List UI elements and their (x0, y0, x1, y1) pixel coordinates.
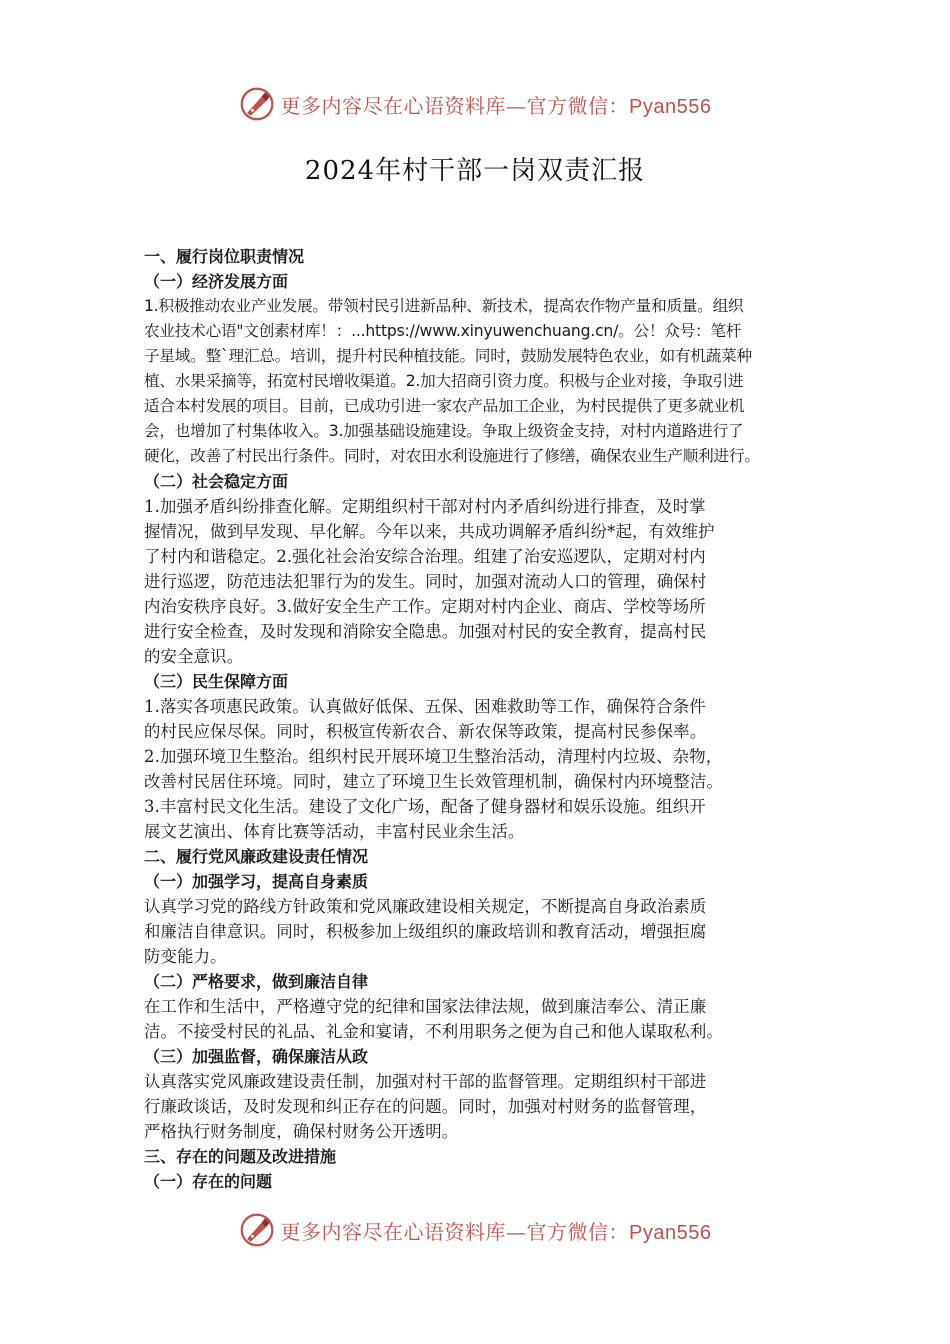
document-body (144, 244, 812, 1194)
footer-watermark-banner (0, 1210, 950, 1250)
section-heading: （三）加强监督，确保廉洁从政 (144, 1047, 369, 1066)
section-heading: 一、履行岗位职责情况 (144, 247, 305, 266)
paragraph-line: 农业技术心语"文创素材库！：...https://www.xinyuwenchuang.cn/。公！众号：笔杆 (144, 322, 742, 340)
paragraph-line: 防变能力。 (144, 947, 227, 966)
section-heading: 三、存在的问题及改进措施 (144, 1147, 337, 1166)
paragraph-line: 在工作和生活中，严格遵守党的纪律和国家法律法规，做到廉洁奉公、清正廉 (144, 997, 707, 1016)
paragraph-line: 2.加强环境卫生整治。组织村民开展环境卫生整治活动，清理村内垃圾、杂物， (144, 747, 723, 766)
section-heading: （一）存在的问题 (144, 1172, 273, 1191)
banner-wechat-id: Pyan556 (629, 1221, 712, 1244)
section-heading: （一）经济发展方面 (144, 272, 289, 291)
header-watermark-banner (0, 84, 950, 124)
pen-nib-logo-icon (239, 86, 275, 122)
banner-text: 更多内容尽在心语资料库—官方微信：Pyan556 (280, 1219, 712, 1244)
section-heading: （三）民生保障方面 (144, 672, 289, 691)
paragraph-line: 展文艺演出、体育比赛等活动，丰富村民业余生活。 (144, 822, 525, 841)
section-heading: 二、履行党风廉政建设责任情况 (144, 847, 369, 866)
paragraph-line: 1.积极推动农业产业发展。带领村民引进新品种、新技术，提高农作物产量和质量。组织 (144, 297, 744, 315)
paragraph-line: 1.落实各项惠民政策。认真做好低保、五保、困难救助等工作，确保符合条件 (144, 697, 706, 716)
paragraph-line: 的村民应保尽保。同时，积极宣传新农合、新农保等政策，提高村民参保率。 (144, 722, 707, 741)
paragraph-line: 1.加强矛盾纠纷排查化解。定期组织村干部对村内矛盾纠纷进行排查，及时掌 (144, 497, 706, 516)
paragraph-line: 适合本村发展的项目。目前，已成功引进一家农产品加工企业，为村民提供了更多就业机 (144, 397, 745, 415)
paragraph-line: 严格执行财务制度，确保村财务公开透明。 (144, 1122, 459, 1141)
banner-text: 更多内容尽在心语资料库—官方微信：Pyan556 (280, 93, 712, 118)
paragraph-line: 子星域。整`理汇总。培训，提升村民种植技能。同时，鼓励发展特色农业，如有机蔬菜种 (144, 347, 752, 365)
paragraph-line: 握情况，做到早发现、早化解。今年以来，共成功调解矛盾纠纷*起，有效维护 (144, 522, 715, 541)
paragraph-line: 认真落实党风廉政建设责任制，加强对村干部的监督管理。定期组织村干部进 (144, 1072, 707, 1091)
paragraph-line: 洁。不接受村民的礼品、礼金和宴请，不利用职务之便为自己和他人谋取私利。 (144, 1022, 723, 1041)
pen-nib-logo-icon (239, 1212, 275, 1248)
section-heading: （一）加强学习，提高自身素质 (144, 872, 369, 891)
section-heading: （二）社会稳定方面 (144, 472, 289, 491)
paragraph-line: 内治安秩序良好。3.做好安全生产工作。定期对村内企业、商店、学校等场所 (144, 597, 706, 616)
paragraph-line: 进行安全检查，及时发现和消除安全隐患。加强对村民的安全教育，提高村民 (144, 622, 707, 641)
paragraph-line: 和廉洁自律意识。同时，积极参加上级组织的廉政培训和教育活动，增强拒腐 (144, 922, 707, 941)
paragraph-line: 3.丰富村民文化生活。建设了文化广场，配备了健身器材和娱乐设施。组织开 (144, 797, 706, 816)
section-heading: （二）严格要求，做到廉洁自律 (144, 972, 369, 991)
document-title: 2024年村干部一岗双责汇报 (304, 156, 646, 186)
paragraph-line: 认真学习党的路线方针政策和党风廉政建设相关规定，不断提高自身政治素质 (144, 897, 707, 916)
paragraph-line: 会，也增加了村集体收入。3.加强基础设施建设。争取上级资金支持，对村内道路进行了 (144, 422, 744, 440)
paragraph-line: 硬化，改善了村民出行条件。同时，对农田水利设施进行了修缮，确保农业生产顺利进行。 (144, 447, 760, 465)
paragraph-line: 了村内和谐稳定。2.强化社会治安综合治理。组建了治安巡逻队，定期对村内 (144, 547, 706, 566)
paragraph-line: 行廉政谈话，及时发现和纠正存在的问题。同时，加强对村财务的监督管理， (144, 1097, 707, 1116)
paragraph-line: 改善村民居住环境。同时，建立了环境卫生长效管理机制，确保村内环境整洁。 (144, 772, 723, 791)
paragraph-line: 的安全意识。 (144, 647, 244, 666)
paragraph-line: 进行巡逻，防范违法犯罪行为的发生。同时，加强对流动人口的管理，确保村 (144, 572, 707, 591)
banner-wechat-id: Pyan556 (629, 95, 712, 118)
paragraph-line: 植、水果采摘等，拓宽村民增收渠道。2.加大招商引资力度。积极与企业对接，争取引进 (144, 372, 744, 390)
